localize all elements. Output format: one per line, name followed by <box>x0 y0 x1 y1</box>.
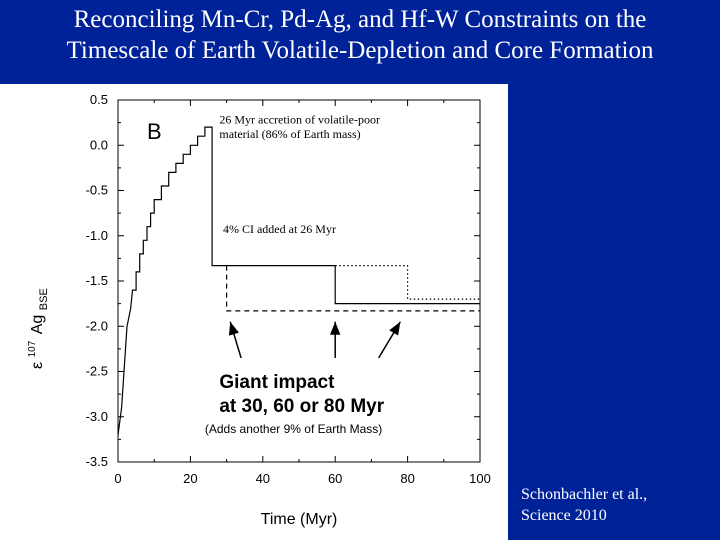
y-axis-label-prefix: ε <box>29 361 46 369</box>
y-tick-label: -3.0 <box>85 408 108 424</box>
y-axis-label-sup: 107 <box>27 340 38 358</box>
title-line-1: Reconciling Mn-Cr, Pd-Ag, and Hf-W Constraints on the <box>73 6 647 33</box>
x-tick-label: 80 <box>400 471 415 486</box>
credit-line-1: Schonbachler et al., <box>521 486 648 503</box>
x-tick-label: 0 <box>114 471 122 486</box>
y-tick-label: 0.5 <box>89 92 108 107</box>
x-tick-label: 20 <box>183 471 198 486</box>
y-tick-label: -1.5 <box>85 273 108 288</box>
annotation-text: (Adds another 9% of Earth Mass) <box>204 422 383 437</box>
y-tick-label: -2.0 <box>85 318 108 334</box>
arrow-head <box>330 322 340 335</box>
annotation-text: material (86% of Earth mass) <box>219 127 361 142</box>
arrow-head <box>229 322 239 336</box>
annotation-text: 26 Myr accretion of volatile-poor <box>219 112 380 127</box>
chart-arrows <box>229 322 400 358</box>
y-axis-label-sub: BSE <box>38 288 50 311</box>
y-tick-label: -3.5 <box>85 454 108 469</box>
x-tick-label: 100 <box>469 471 491 486</box>
source-credit <box>521 484 647 526</box>
annotation-text: 4% CI added at 26 Myr <box>222 222 336 237</box>
y-tick-label: 0.0 <box>89 137 108 153</box>
y-axis-label-main: Ag <box>29 314 46 335</box>
y-tick-label: -2.5 <box>85 363 108 379</box>
y-tick-label: -0.5 <box>85 182 108 198</box>
series-line-dotted <box>335 266 480 300</box>
x-axis-label: Time (Myr) <box>260 511 338 528</box>
annotation-arrow <box>229 322 241 358</box>
x-tick-label: 40 <box>255 471 271 486</box>
credit-line-2: Science 2010 <box>521 507 607 524</box>
slide-title <box>0 4 720 66</box>
y-axis-label <box>22 288 50 369</box>
chart <box>0 84 508 540</box>
arrow-head <box>389 322 400 336</box>
annotation-arrow <box>330 322 340 358</box>
x-tick-label: 60 <box>327 471 343 486</box>
chart-annotations <box>205 113 385 437</box>
annotation-text: Giant impact <box>219 371 335 393</box>
annotation-arrow <box>379 322 401 358</box>
title-line-2: Timescale of Earth Volatile-Depletion and Core Formation <box>66 37 654 64</box>
annotation-text: at 30, 60 or 80 Myr <box>219 396 385 418</box>
panel-label: B <box>147 119 162 144</box>
y-tick-label: -1.0 <box>85 227 108 243</box>
